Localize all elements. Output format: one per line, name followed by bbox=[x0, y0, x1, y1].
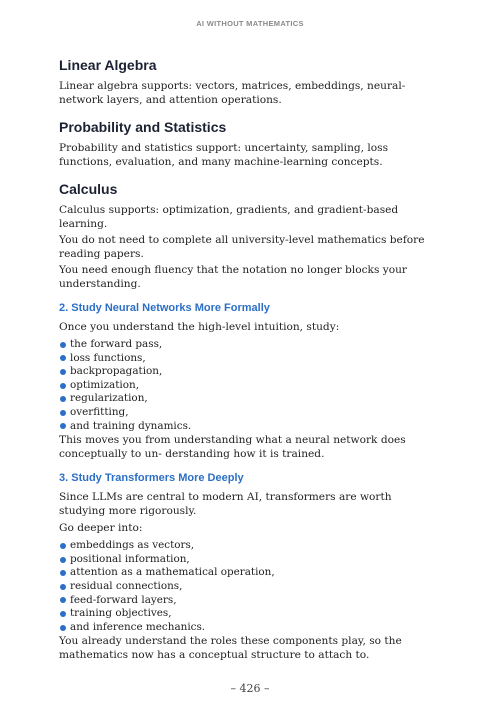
page-number: – 426 – bbox=[230, 682, 270, 695]
page-content bbox=[59, 56, 425, 664]
bullet-icon bbox=[60, 557, 66, 563]
heading-neural-networks: 2. Study Neural Networks More Formally bbox=[59, 302, 270, 314]
paragraph-probability: Probability and statistics support: uncertainty, sampling, loss functions, evaluation, and many machine-learning concepts. bbox=[59, 142, 389, 168]
bullet-icon bbox=[60, 355, 66, 361]
list-item: positional information, bbox=[59, 553, 425, 567]
list-item: overfitting, bbox=[59, 406, 425, 420]
list-transformers bbox=[59, 539, 425, 634]
list-neural-networks bbox=[59, 338, 425, 433]
heading-probability: Probability and Statistics bbox=[59, 119, 227, 135]
running-header: AI WITHOUT MATHEMATICS bbox=[196, 19, 304, 28]
heading-linear-algebra: Linear Algebra bbox=[59, 57, 157, 73]
list-item: the forward pass, bbox=[59, 338, 425, 352]
bullet-icon bbox=[60, 570, 66, 576]
bullet-icon bbox=[60, 597, 66, 603]
list-item: residual connections, bbox=[59, 580, 425, 594]
bullet-icon bbox=[60, 383, 66, 389]
heading-calculus: Calculus bbox=[59, 181, 118, 197]
list-item: and training dynamics. bbox=[59, 420, 425, 434]
bullet-icon bbox=[60, 423, 66, 429]
bullet-icon bbox=[60, 584, 66, 590]
paragraph-calculus-3: You need enough fluency that the notation no longer blocks your understanding. bbox=[59, 264, 407, 290]
list-item: feed-forward layers, bbox=[59, 594, 425, 608]
bullet-icon bbox=[60, 611, 66, 617]
list-item: attention as a mathematical operation, bbox=[59, 566, 425, 580]
heading-transformers: 3. Study Transformers More Deeply bbox=[59, 472, 244, 485]
list-item: regularization, bbox=[59, 392, 425, 406]
paragraph-transformers-outro: You already understand the roles these components play, so the mathematics now has a conceptual structure to attach to. bbox=[59, 635, 402, 662]
paragraph-neural-networks-outro: This moves you from understanding what a neural network does conceptually to un- derstanding how it is trained. bbox=[59, 434, 406, 461]
paragraph-linear-algebra: Linear algebra supports: vectors, matrices, embeddings, neural-network layers, and attention operations. bbox=[59, 80, 406, 106]
bullet-icon bbox=[60, 342, 66, 348]
list-item: and inference mechanics. bbox=[59, 621, 425, 635]
list-item: optimization, bbox=[59, 379, 425, 393]
bullet-icon bbox=[60, 543, 66, 549]
list-item: training objectives, bbox=[59, 607, 425, 621]
paragraph-calculus-2: You do not need to complete all university-level mathematics before reading papers. bbox=[59, 234, 425, 260]
list-item: loss functions, bbox=[59, 352, 425, 366]
list-item: backpropagation, bbox=[59, 365, 425, 379]
paragraph-transformers-intro: Since LLMs are central to modern AI, transformers are worth studying more rigorously. bbox=[59, 491, 392, 518]
list-item: embeddings as vectors, bbox=[59, 539, 425, 553]
paragraph-neural-networks-intro: Once you understand the high-level intuition, study: bbox=[59, 321, 340, 333]
bullet-icon bbox=[60, 396, 66, 402]
bullet-icon bbox=[60, 369, 66, 375]
bullet-icon bbox=[60, 625, 66, 631]
paragraph-calculus-1: Calculus supports: optimization, gradients, and gradient-based learning. bbox=[59, 204, 399, 230]
bullet-icon bbox=[60, 410, 66, 416]
paragraph-transformers-lead: Go deeper into: bbox=[59, 522, 143, 535]
